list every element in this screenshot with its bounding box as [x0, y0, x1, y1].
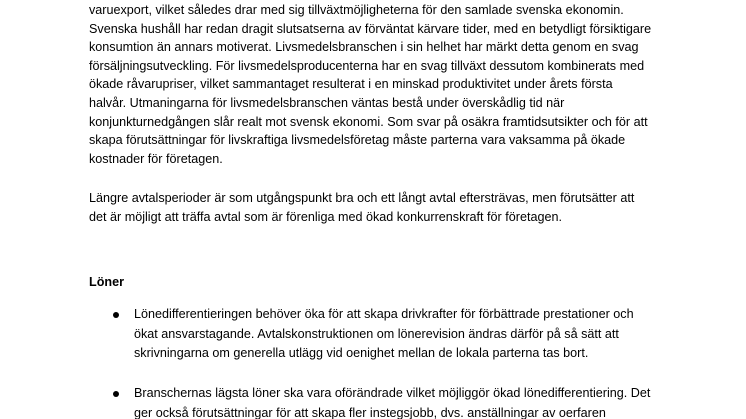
paragraph-line: halvår. Utmaningarna för livsmedelsbranschen väntas bestå under överskådlig tid när — [89, 95, 565, 110]
list-item-line: ökat ansvarstagande. Avtalskonstruktionen om lönerevision ändras därför på så sätt att — [134, 326, 619, 341]
paragraph-line: kostnader för företagen. — [89, 151, 223, 166]
paragraph-agreement-period — [89, 189, 689, 226]
bullet-icon — [113, 312, 119, 318]
paragraph-economy — [89, 1, 689, 168]
list-item-line: Lönedifferentieringen behöver öka för att skapa drivkrafter för förbättrade prestationer och — [134, 307, 634, 321]
bullet-icon — [113, 391, 119, 397]
paragraph-line: Svenska hushåll har redan dragit slutsatserna av förväntat kärvare tider, med en betydligt försiktigare — [89, 21, 652, 36]
paragraph-line: skapa förutsättningar för livskraftiga livsmedelsföretag måste parterna vara vaksamma på ökade — [89, 133, 626, 148]
paragraph-line: konsumtion än annars motiverat. Livsmedelsbranschen i sin helhet har märkt detta genom en svag — [89, 40, 639, 55]
list-item-line: Branschernas lägsta löner ska vara oförändrade vilket möjliggör ökad lönedifferentiering. Det — [134, 386, 651, 400]
paragraph-line: konjunkturnedgången slår realt mot svensk ekonomi. Som svar på osäkra framtidsutsikter och för att — [89, 114, 648, 129]
section-heading: Löner — [89, 275, 124, 289]
paragraph-line: försäljningsutveckling. För livsmedelsproducenterna har en svag tillväxt dessutom kombinerats med — [89, 58, 645, 73]
list-item-text — [134, 305, 634, 364]
list-item-line: ger också förutsättningar för att skapa fler instegsjobb, dvs. anställningar av oerfaren — [134, 405, 606, 419]
paragraph-line: ökade råvarupriser, vilket sammantaget resulterat i en minskad produktivitet under årets första — [89, 77, 613, 92]
list-item-text — [134, 384, 650, 419]
paragraph-line: det är möjligt att träffa avtal som är förenliga med ökad konkurrenskraft för företagen. — [89, 209, 562, 224]
paragraph-line: varuexport, vilket således drar med sig tillväxtmöjligheterna för den samlade svenska ekonomin. — [89, 3, 624, 17]
paragraph-line: Längre avtalsperioder är som utgångspunkt bra och ett långt avtal eftersträvas, men förutsätter att — [89, 191, 635, 205]
list-item-line: skrivningarna om generella utlägg vid oenighet mellan de lokala parterna tas bort. — [134, 346, 589, 361]
